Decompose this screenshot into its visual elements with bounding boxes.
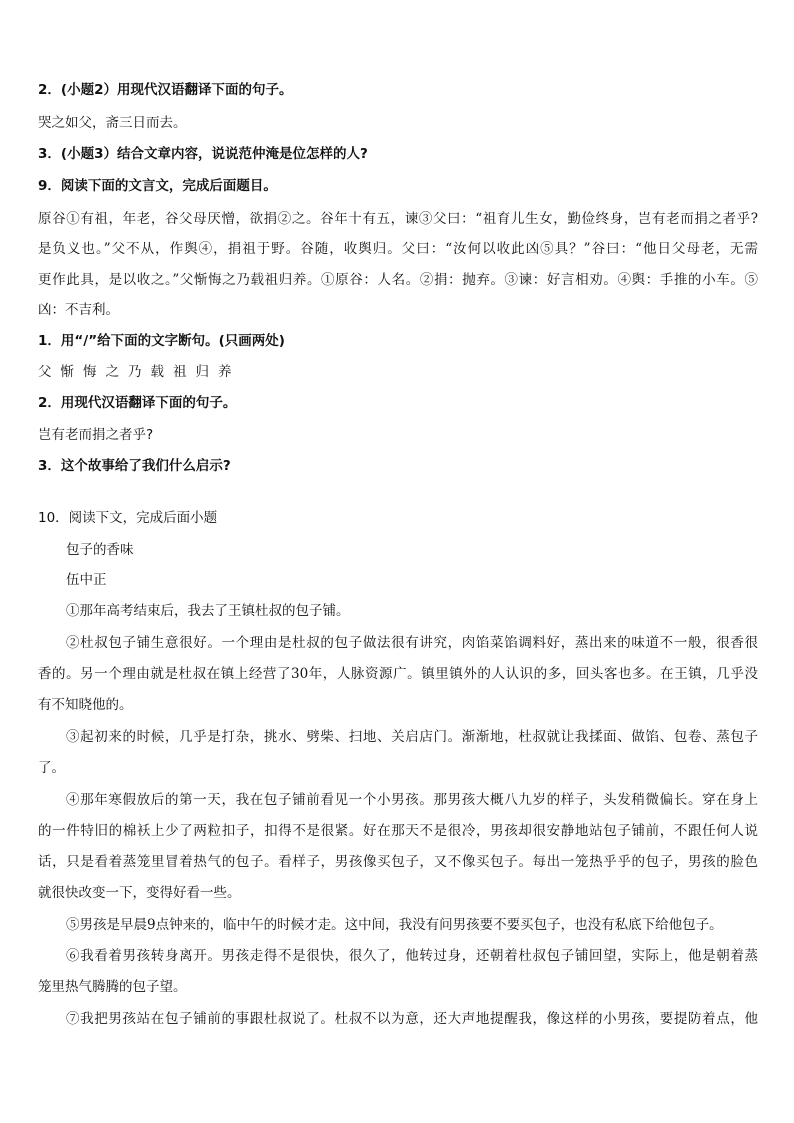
q9-sub1-label: 1．用“/”给下面的文字断句。(只画两处) bbox=[38, 333, 285, 349]
q10-paragraph-line: ③起初来的时候，几乎是打杂，挑水、劈柴、扫地、关启店门。渐渐地，杜叔就让我揉面、做馅、包卷、蒸包子 bbox=[66, 729, 758, 745]
q10-article-author: 伍中正 bbox=[66, 572, 107, 588]
q9-sub3-label: 3．这个故事给了我们什么启示? bbox=[38, 458, 231, 474]
q9-passage-line: 原谷①有祖，年老，谷父母厌憎，欲捐②之。谷年十有五，谏③父曰：“祖育儿生女，勤俭终身，岂有老而捐之者乎? bbox=[38, 211, 758, 227]
q9-sub2-label: 2．用现代汉语翻译下面的句子。 bbox=[38, 395, 237, 411]
q10-paragraph-line: 就很快改变一下，变得好看一些。 bbox=[38, 885, 241, 901]
q10-paragraph-line: ②杜叔包子铺生意很好。一个理由是杜叔的包子做法很有讲究，肉馅菜馅调料好，蒸出来的味道不一般，很香很 bbox=[66, 635, 758, 651]
q9-passage-line: 凶：不吉利。 bbox=[38, 302, 119, 318]
q10-paragraph-line: ⑥我看着男孩转身离开。男孩走得不是很快，很久了，他转过身，还朝着杜叔包子铺回望，实际上，他是朝着蒸 bbox=[66, 948, 758, 964]
q10-paragraph-line: 了。 bbox=[38, 760, 65, 776]
q10-paragraph-line: 的一件特旧的棉袄上少了两粒扣子，扣得不是很紧。好在那天不是很冷，男孩却很安静地站包子铺前，不跟任何人说 bbox=[38, 823, 758, 839]
q10-paragraph-line: 笼里热气腾腾的包子望。 bbox=[38, 979, 187, 995]
q9-heading: 9．阅读下面的文言文，完成后面题目。 bbox=[38, 178, 277, 194]
q10-paragraph-line: 话，只是看着蒸笼里冒着热气的包子。看样子，男孩像买包子，又不像买包子。每出一笼热乎乎的包子，男孩的脸色 bbox=[38, 854, 758, 870]
q2-label: 2．(小题2）用现代汉语翻译下面的句子。 bbox=[38, 82, 293, 98]
q9-sub2-sentence: 岂有老而捐之者乎? bbox=[38, 427, 154, 443]
q2-sentence: 哭之如父，斋三日而去。 bbox=[38, 115, 187, 131]
q10-paragraph-line: 有不知晓他的。 bbox=[38, 697, 133, 713]
q10-paragraph-line: 香的。另一个理由就是杜叔在镇上经营了30年，人脉资源广。镇里镇外的人认识的多，回头客也多。在王镇，几乎没 bbox=[38, 666, 758, 682]
q9-passage-line: 是负义也。”父不从，作舆④，捐祖于野。谷随，收舆归。父曰：“汝何以收此凶⑤具？”谷曰：“他日父母老，无需 bbox=[38, 241, 758, 257]
q10-paragraph-line: ⑤男孩是早晨9点钟来的，临中午的时候才走。这中间，我没有问男孩要不要买包子，也没有私底下给他包子。 bbox=[66, 917, 723, 933]
q9-passage-line: 更作此具，是以收之。”父惭悔之乃载祖归养。①原谷：人名。②捐：抛弃。③谏：好言相劝。④舆：手推的小车。⑤ bbox=[38, 272, 758, 288]
q3-label: 3．(小题3）结合文章内容，说说范仲淹是位怎样的人? bbox=[38, 146, 368, 162]
q10-heading: 10．阅读下文，完成后面小题 bbox=[38, 510, 218, 526]
q10-paragraph-line: ④那年寒假放后的第一天，我在包子铺前看见一个小男孩。那男孩大概八九岁的样子，头发稍微偏长。穿在身上 bbox=[66, 792, 758, 808]
q10-paragraph-line: ⑦我把男孩站在包子铺前的事跟杜叔说了。杜叔不以为意，还大声地提醒我，像这样的小男孩，要提防着点，他 bbox=[66, 1011, 758, 1027]
q10-article-title: 包子的香味 bbox=[66, 542, 134, 558]
q10-paragraph-line: ①那年高考结束后，我去了王镇杜叔的包子铺。 bbox=[66, 603, 350, 619]
q9-sub1-text: 父惭悔之乃载祖归养 bbox=[38, 364, 241, 380]
